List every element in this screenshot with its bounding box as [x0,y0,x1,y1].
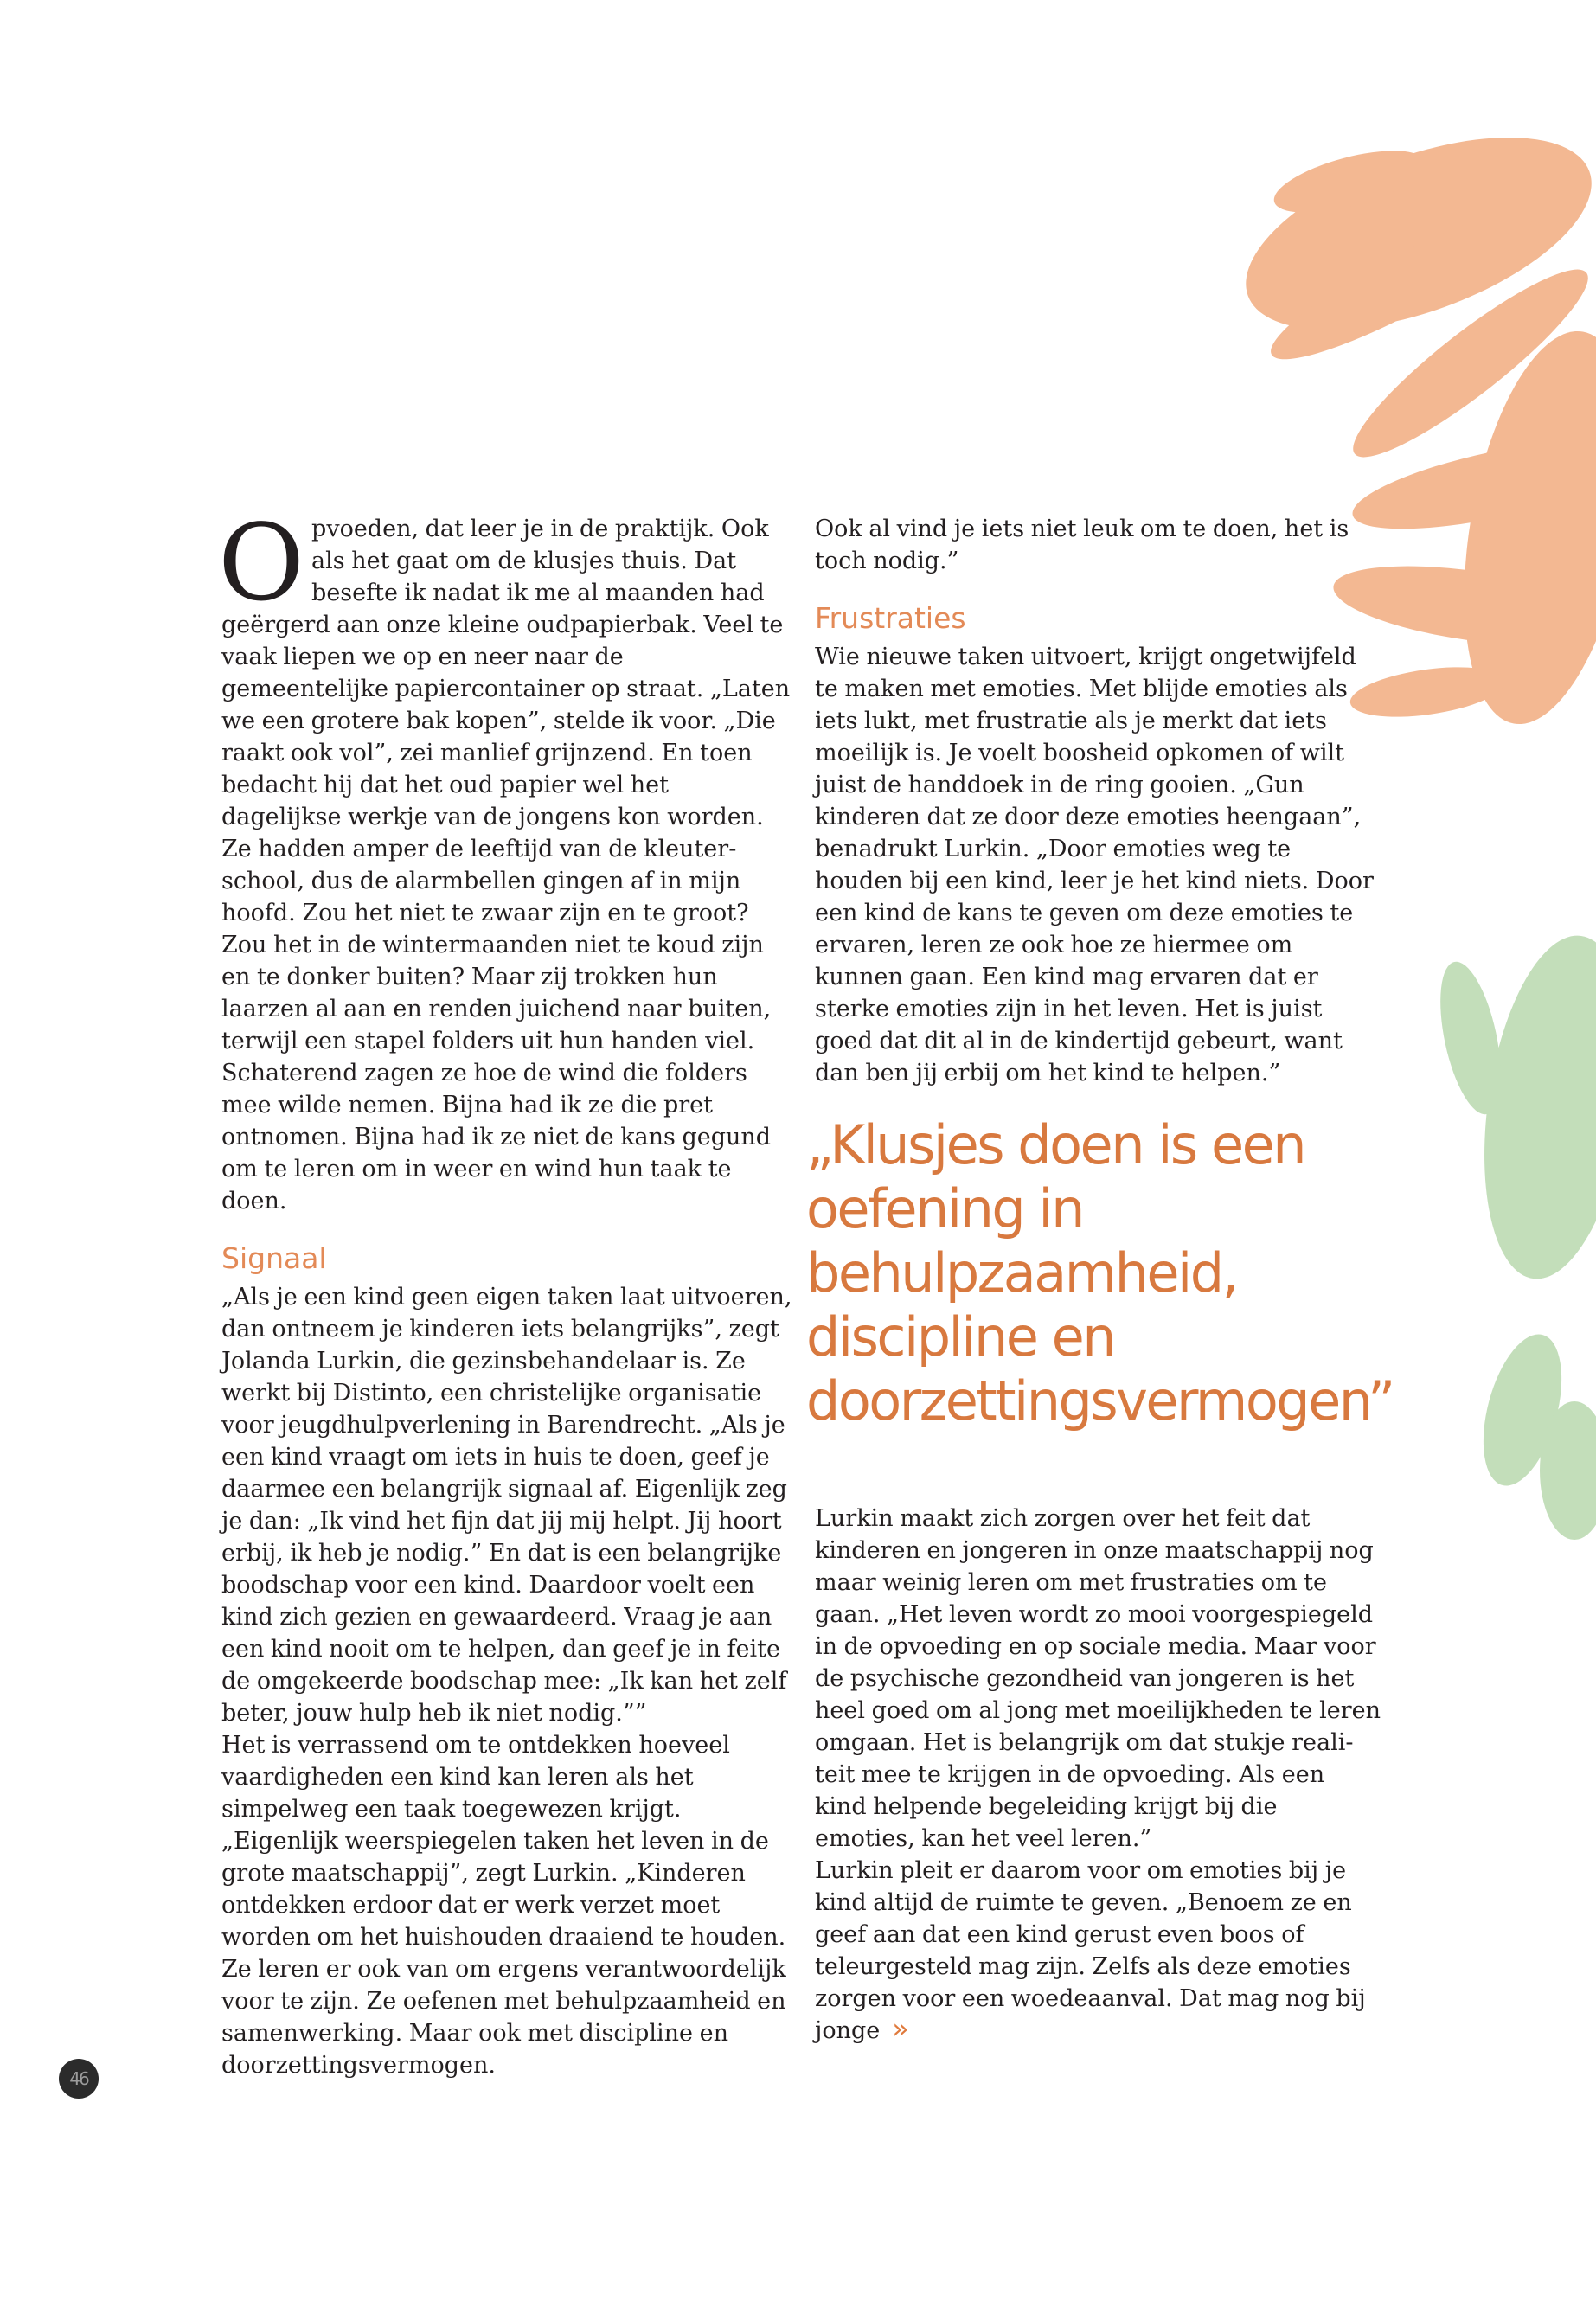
left-column [218,502,792,2081]
paragraph: Het is verrassend om te ontdekken hoeveel vaardigheden een kind kan leren als het simpelweg een taak toegewezen krijgt. „Eigenlijk weerspiegelen taken het leven in de grote maatschappij”, zegt Lurkin. „Kinderen ontdekken erdoor dat er werk verzet moet worden om het huishouden draaiend te houden. Ze leren er ook van om ergens verantwoordelijk voor te zijn. Ze oefenen met behulpzaamheid en samenwerking. Maar ook met discipline en doorzettingsvermogen. [221,1732,786,2079]
paragraph: Lurkin maakt zich zorgen over het feit dat kinderen en jongeren in onze maatschappij nog maar weinig leren om met frustraties om te gaan. „Het leven wordt zo mooi voorgespiegeld in de opvoeding en op sociale media. Maar voor de psychische gezondheid van jongeren is het heel goed om al jong met moeilijkheden te leren omgaan. Het is belangrijk om dat stukje realiteit mee te krijgen in de opvoeding. Als een kind helpende begeleiding krijgt bij die emoties, kan het veel leren.” [815,1505,1381,1852]
paragraph: Ze hadden amper de leeftijd van de kleuterschool, dus de alarmbellen gingen af in mijn hoofd. Zou het niet te zwaar zijn en te groot? Zou het in de wintermaanden niet te koud zijn en te donker buiten? Maar zij trokken hun laarzen al aan en renden juichend naar buiten, terwijl een stapel folders uit hun handen viel. Schaterend zagen ze hoe de wind die folders mee wilde nemen. Bijna had ik ze die pret ontnomen. Bijna had ik ze niet de kans gegund om te leren om in weer en wind hun taak te doen. [221,836,772,1215]
paragraph: Wie nieuwe taken uitvoert, krijgt ongetwijfeld te maken met emoties. Met blijde emoties als iets lukt, met frustratie als je merkt dat iets moeilijk is. Je voelt boosheid opkomen of wilt juist de handdoek in de ring gooien. „Gun kinderen dat ze door deze emoties heengaan”, benadrukt Lurkin. „Door emoties weg te houden bij een kind, leer je het kind niets. Door een kind de kans te geven om deze emoties te ervaren, leren ze ook hoe ze hiermee om kunnen gaan. Een kind mag ervaren dat er sterke emoties zijn in het leven. Het is juist goed dat dit al in de kindertijd gebeurt, want dan ben jij erbij om het kind te helpen.” [815,644,1374,1086]
drop-cap: O [218,502,305,625]
continue-arrow-icon: » [892,2012,904,2045]
paragraph: „Als je een kind geen eigen taken laat uitvoeren, dan ontneem je kinderen iets belangrijks”, zegt Jolanda Lurkin, die gezinsbehandelaar is. Ze werkt bij Distinto, een christelijke organisatie voor jeugdhulpverlening in Barendrecht. „Als je een kind vraagt om iets in huis te doen, geef je daarmee een belangrijk signaal af. Eigenlijk zeg je dan: „Ik vind het fijn dat jij mij helpt. Jij hoort erbij, ik heb je nodig.” En dat is een belangrijke boodschap voor een kind. Daardoor voelt een kind zich gezien en gewaardeerd. Vraag je aan een kind nooit om te helpen, dan geef je in feite de omgekeerde boodschap mee: „Ik kan het zelf beter, jouw hulp heb ik niet nodig.”” [221,1284,792,1727]
intro-paragraph [218,502,792,833]
paragraph-text: Lurkin pleit er daarom voor om emoties bij je kind altijd de ruimte te geven. „Benoem ze en geef aan dat een kind gerust even boos of teleurgesteld mag zijn. Zelfs als deze emoties zorgen voor een woedeaanval. Dat mag nog bij jonge [815,1857,1366,2044]
green-handprint-icon [1429,926,1596,1540]
intro-text: pvoeden, dat leer je in de praktijk. Ook als het gaat om de klusjes thuis. Dat besefte ik nadat ik me al maanden had geërgerd aan onze kleine oudpapierbak. Veel te vaak liepen we op en neer naar de gemeentelijke papiercontainer op straat. „Laten we een grotere bak kopen”, stelde ik voor. „Die raakt ook vol”, zei manlief grijnzend. En toen bedacht hij dat het oud papier wel het dagelijkse werkje van de jongens kon worden. [221,516,791,830]
section-heading-frustraties: Frustraties [815,601,966,635]
pull-quote: „Klusjes doen is een oefening in behulpzaamheid, discipline en doorzettingsvermogen” [806,1113,1394,1433]
paragraph: Ook al vind je iets niet leuk om te doen, het is toch nodig.” [815,516,1349,574]
paragraph [815,1855,1381,2047]
section-heading-signaal: Signaal [221,1241,327,1275]
right-column [806,513,1394,2047]
page-number: 46 [59,2059,99,2099]
